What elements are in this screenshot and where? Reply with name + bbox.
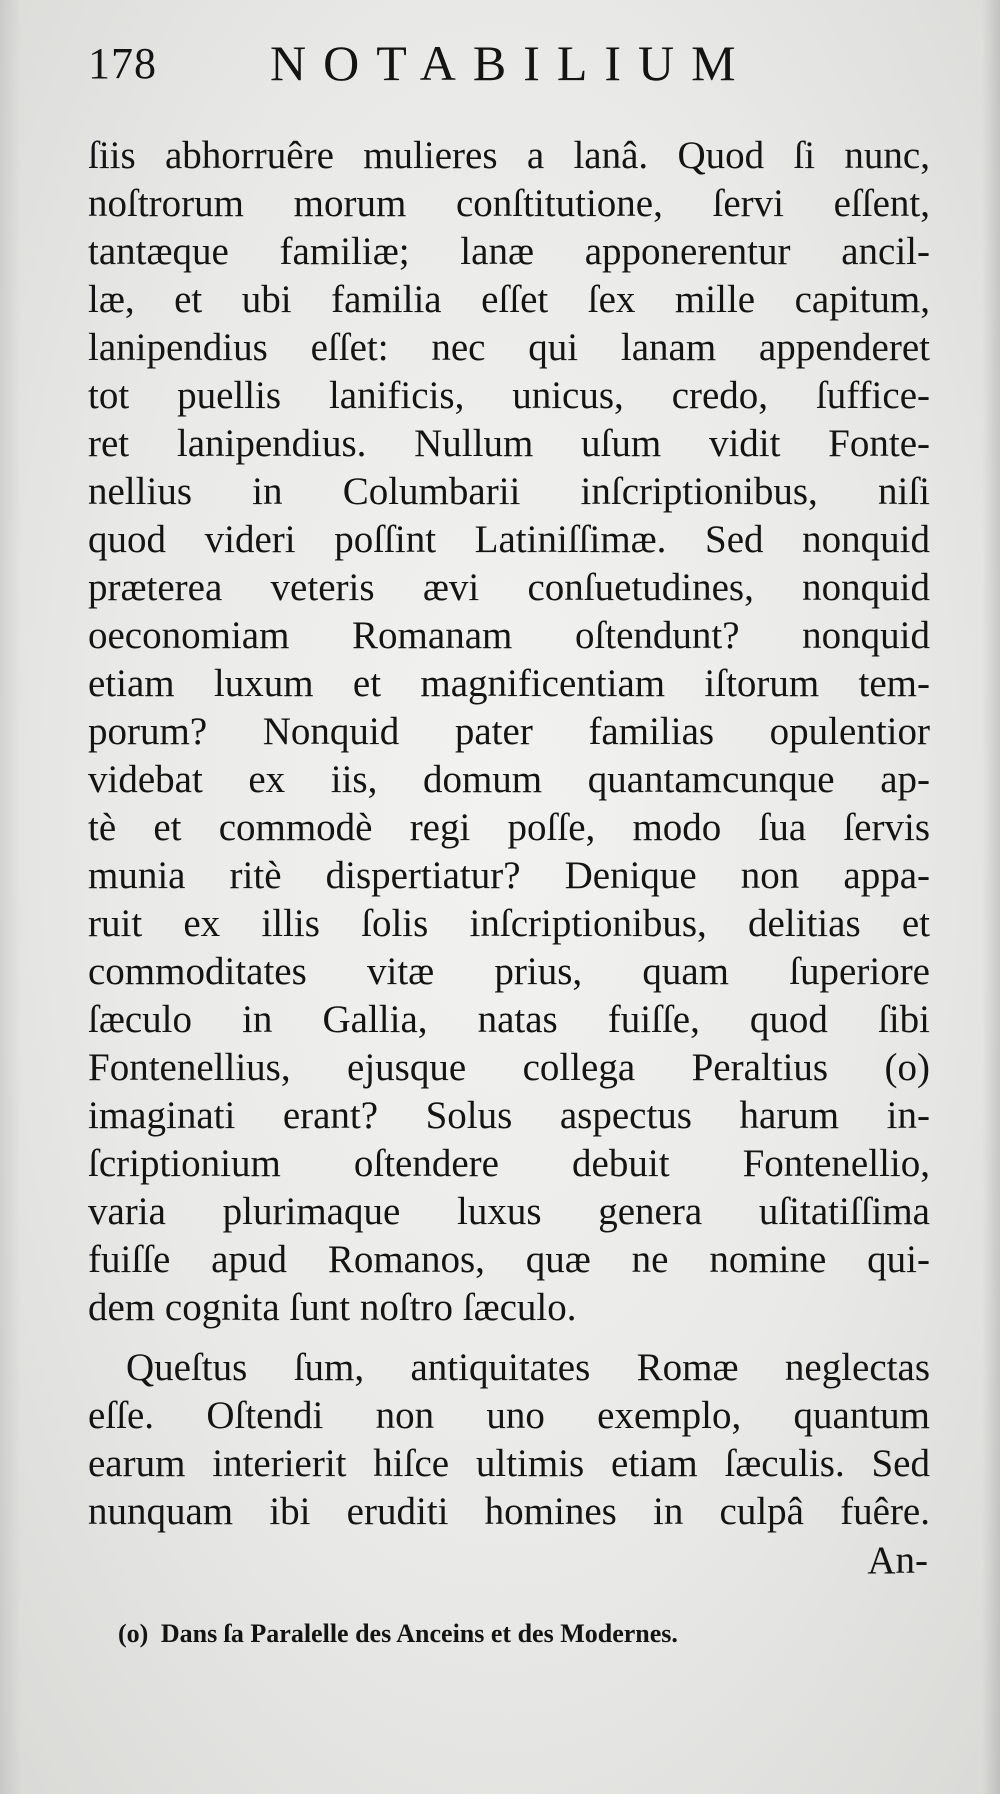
running-header — [88, 34, 928, 94]
text-line: fuiſſe apud Romanos, quæ ne nomine qui- — [88, 1238, 930, 1281]
text-line: ret lanipendius. Nullum uſum vidit Fonte- — [88, 422, 930, 465]
footnote-marker: (o) — [118, 1619, 149, 1648]
text-line: etiam luxum et magnificentiam iſtorum tem- — [88, 662, 930, 705]
text-line: dem cognita ſunt noſtro ſæculo. — [88, 1286, 577, 1329]
text-line: tantæque familiæ; lanæ apponerentur ancil- — [88, 230, 930, 273]
text-line: quod videri poſſint Latiniſſimæ. Sed nonquid — [88, 518, 930, 561]
text-line: imaginati erant? Solus aspectus harum in- — [88, 1094, 930, 1137]
text-line: tè et commodè regi poſſe, modo ſua ſervis — [88, 806, 930, 849]
text-line: ſiis abhorruêre mulieres a lanâ. Quod ſi nunc, — [88, 134, 930, 177]
text-line: ſæculo in Gallia, natas fuiſſe, quod ſibi — [88, 998, 930, 1041]
text-line: læ, et ubi familia eſſet ſex mille capitum, — [88, 278, 930, 321]
text-line: nellius in Columbarii inſcriptionibus, niſi — [88, 470, 930, 513]
text-line: lanipendius eſſet: nec qui lanam appenderet — [88, 326, 930, 369]
footnote-text: Dans ſa Paralelle des Anceins et des Modernes. — [160, 1619, 678, 1648]
text-line: eſſe. Oſtendi non uno exemplo, quantum — [88, 1394, 930, 1437]
text-line: Fontenellius, ejusque collega Peraltius (o) — [88, 1046, 930, 1089]
running-title: NOTABILIUM — [270, 35, 753, 91]
footnote — [118, 1617, 858, 1651]
catchword: An- — [867, 1539, 928, 1582]
text-line: porum? Nonquid pater familias opulentior — [88, 710, 930, 753]
text-line: Queſtus ſum, antiquitates Romæ neglectas — [126, 1346, 930, 1389]
text-line: earum interierit hiſce ultimis etiam ſæculis. Sed — [88, 1442, 930, 1485]
text-line: commoditates vitæ prius, quam ſuperiore — [88, 950, 930, 993]
text-line: ſcriptionium oſtendere debuit Fontenellio, — [88, 1142, 930, 1185]
page-number: 178 — [88, 39, 157, 88]
gutter-shadow — [0, 0, 22, 1794]
text-line: tot puellis lanificis, unicus, credo, ſuffice- — [88, 374, 930, 417]
text-line: munia ritè dispertiatur? Denique non appa- — [88, 854, 930, 897]
text-line: varia plurimaque luxus genera uſitatiſſima — [88, 1190, 930, 1233]
text-line: ruit ex illis ſolis inſcriptionibus, delitias et — [88, 902, 930, 945]
text-line: præterea veteris ævi conſuetudines, nonquid — [88, 566, 930, 609]
text-line: oeconomiam Romanam oſtendunt? nonquid — [88, 614, 930, 657]
text-line: nunquam ibi eruditi homines in culpâ fuêre. — [88, 1490, 930, 1533]
text-line: videbat ex iis, domum quantamcunque ap- — [88, 758, 930, 801]
text-line: noſtrorum morum conſtitutione, ſervi eſſent, — [88, 182, 930, 225]
page-edge-shadow — [982, 0, 1000, 1794]
